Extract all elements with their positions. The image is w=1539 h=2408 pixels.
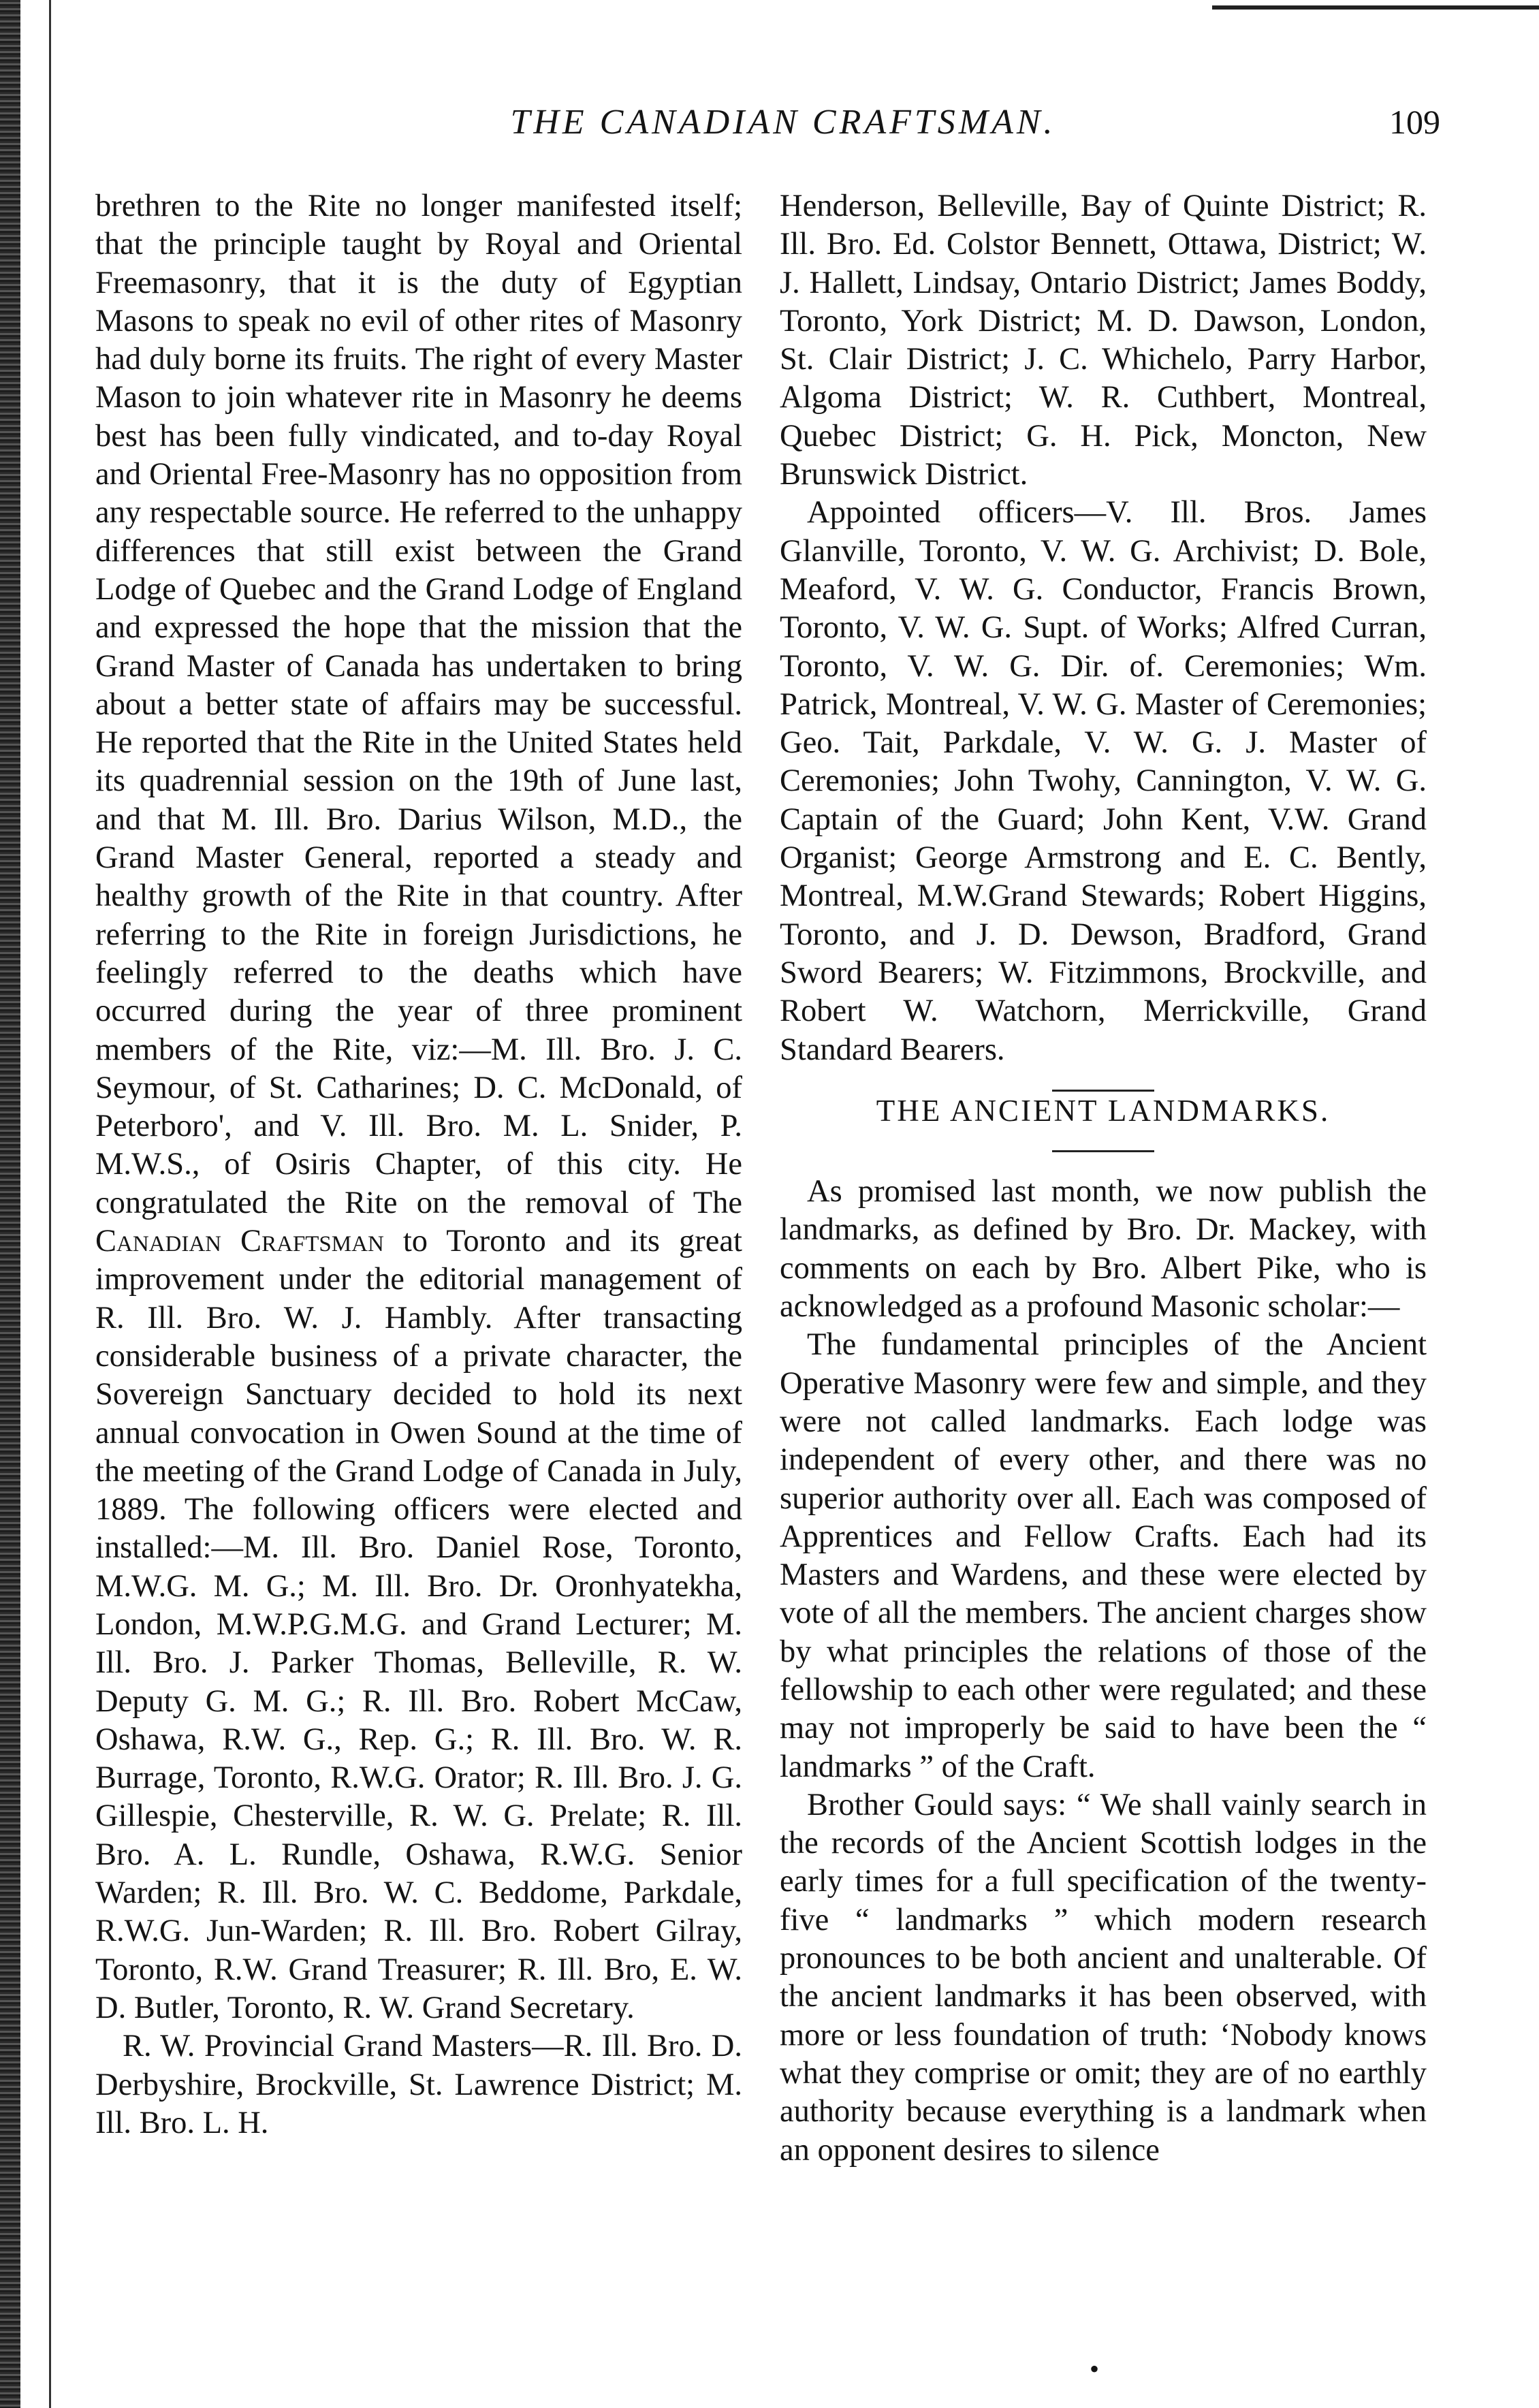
top-rule [1212, 5, 1539, 10]
right-paragraph-1: Henderson, Belleville, Bay of Quinte District; R. Ill. Bro. Ed. Colstor Bennett, Ottawa, District; W. J. Hallett, Lindsay, Ontario District; James Boddy, Toronto, York District; M. D. Dawson, London, St. Clair District; J. C. Whichelo, Parry Harbor, Algoma District; W. R. Cuthbert, Montreal, Quebec District; G. H. Pick, Moncton, New Brunswick District. [780, 189, 1427, 492]
page-number: 109 [1389, 103, 1440, 141]
page-binding-edge [0, 0, 20, 2408]
section-heading: THE ANCIENT LANDMARKS. [876, 1093, 1331, 1128]
running-title: THE CANADIAN CRAFTSMAN. [510, 103, 1056, 142]
running-head [95, 102, 1471, 157]
publication-name: Canadian Craftsman [95, 1224, 384, 1259]
section-divider-bottom [1052, 1150, 1154, 1152]
left-paragraph-2: R. W. Provincial Grand Masters—R. Ill. Bro. D. Derbyshire, Brockville, St. Lawrence District; M. Ill. Bro. L. H. [95, 2029, 742, 2140]
gutter-line [49, 0, 51, 2408]
left-paragraph-1-tail: to Toronto and its great improvement under the editorial management of R. Ill. Bro. W. J. Hambly. After transacting considerable business of a private character, the Sovereign Sanctuary decided to hold its next annual convocation in Owen Sound at the time of the meeting of the Grand Lodge of Canada in July, 1889. The following officers were elected and installed:—M. Ill. Bro. Daniel Rose, Toronto, M.W.G. M. G.; M. Ill. Bro. Dr. Oronhyatekha, London, M.W.P.G.M.G. and Grand Lecturer; M. Ill. Bro. J. Parker Thomas, Belleville, R. W. Deputy G. M. G.; R. Ill. Bro. Robert McCaw, Oshawa, R.W. G., Rep. G.; R. Ill. Bro. W. R. Burrage, Toronto, R.W.G. Orator; R. Ill. Bro. J. G. Gillespie, Chesterville, R. W. G. Prelate; R. Ill. Bro. A. L. Rundle, Oshawa, R.W.G. Senior Warden; R. Ill. Bro. W. C. Beddome, Parkdale, R.W.G. Jun-Warden; R. Ill. Bro. Robert Gilray, Toronto, R.W. Grand Treasurer; R. Ill. Bro, E. W. D. Butler, Toronto, R. W. Grand Secretary. [95, 1224, 742, 2025]
left-column [95, 187, 742, 2142]
left-paragraph-1-text: brethren to the Rite no longer manifested itself; that the principle taught by Royal and Oriental Freemasonry, that it is the duty of Egyptian Masons to speak no evil of other rites of Masonry had duly borne its fruits. The right of every Master Mason to join whatever rite in Masonry he deems best has been fully vindicated, and to-day Royal and Oriental Free-Masonry has no opposition from any respectable source. He referred to the unhappy differences that still exist between the Grand Lodge of Quebec and the Grand Lodge of England and expressed the hope that the mission that the Grand Master of Canada has undertaken to bring about a better state of affairs may be successful. He reported that the Rite in the United States held its quadrennial session on the 19th of June last, and that M. Ill. Bro. Darius Wilson, M.D., the Grand Master General, reported a steady and healthy growth of the Rite in that country. After referring to the Rite in foreign Jurisdictions, he feelingly referred to the deaths which have occurred during the year of three prominent members of the Rite, viz:—M. Ill. Bro. J. C. Seymour, of St. Catharines; D. C. McDonald, of Peterboro', and V. Ill. Bro. M. L. Snider, P. M.W.S., of Osiris Chapter, of this city. He congratulated the Rite on the removal of The [95, 189, 742, 1220]
right-paragraph-2: Appointed officers—V. Ill. Bros. James Glanville, Toronto, V. W. G. Archivist; D. Bole, Meaford, V. W. G. Conductor, Francis Brown, Toronto, V. W. G. Supt. of Works; Alfred Curran, Toronto, V. W. G. Dir. of. Ceremonies; Wm. Patrick, Montreal, V. W. G. Master of Ceremonies; Geo. Tait, Parkdale, V. W. G. J. Master of Ceremonies; John Twohy, Cannington, V. W. G. Captain of the Guard; John Kent, V.W. Grand Organist; George Armstrong and E. C. Bently, Montreal, M.W.Grand Stewards; Robert Higgins, Toronto, and J. D. Dewson, Bradford, Grand Sword Bearers; W. Fitzimmons, Brockville, and Robert W. Watchorn, Merrickville, Grand Standard Bearers. [780, 495, 1427, 1067]
left-paragraph-1 [95, 187, 742, 2027]
right-column [780, 187, 1427, 2170]
right-paragraph-4: The fundamental principles of the Ancient Operative Masonry were few and simple, and they were not called landmarks. Each lodge was independent of every other, and there was no superior authority over all. Each was composed of Apprentices and Fellow Crafts. Each had its Masters and Wardens, and these were elected by vote of all the members. The ancient charges show by what principles the relations of those of the fellowship to each other were regulated; and these may not improperly be said to have been the “ landmarks ” of the Craft. [780, 1327, 1427, 1784]
right-paragraph-5: Brother Gould says: “ We shall vainly search in the records of the Ancient Scottish lodges in the early times for a full specification of the twenty-five “ landmarks ” which modern research pronounces to be both ancient and unalterable. Of the ancient landmarks it has been observed, with more or less foundation of truth: ‘Nobody knows what they comprise or omit; they are of no earthly authority because everything is a landmark when an opponent desires to silence [780, 1787, 1427, 2168]
printer-mark: • [1090, 2354, 1100, 2384]
right-paragraph-3: As promised last month, we now publish the landmarks, as defined by Bro. Dr. Mackey, with comments on each by Bro. Albert Pike, who is acknowledged as a profound Masonic scholar:— [780, 1174, 1427, 1325]
